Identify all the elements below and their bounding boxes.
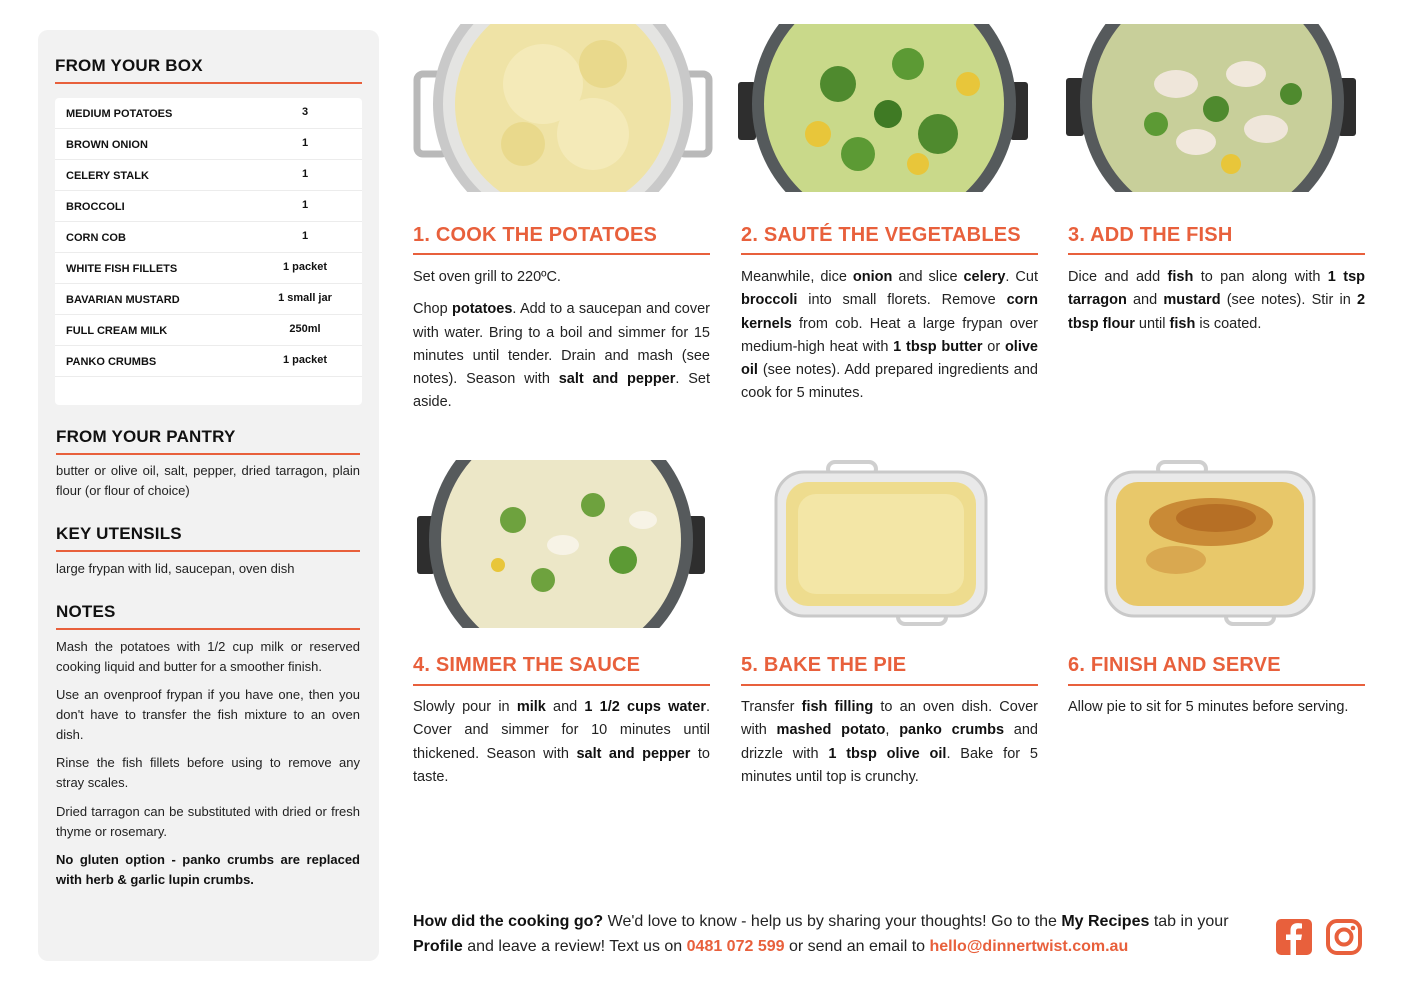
step-1-title: 1. COOK THE POTATOES	[413, 224, 658, 246]
note-3: Rinse the fish fillets before using to remove any stray scales.	[56, 755, 360, 790]
step-6-title: 6. FINISH AND SERVE	[1068, 654, 1281, 676]
step-1-rule	[413, 253, 710, 255]
step-2-rule	[741, 253, 1038, 255]
box-ingredient-row	[55, 284, 362, 315]
creamy-sauce-frypan-photo	[413, 460, 713, 628]
notes-heading-rule	[56, 628, 360, 630]
utensils-heading-rule	[56, 550, 360, 552]
notes-heading: NOTES	[56, 602, 116, 621]
step-2-title: 2. SAUTÉ THE VEGETABLES	[741, 224, 1021, 246]
feedback-footer: How did the cooking go? We'd love to know - help us by sharing your thoughts! Go to the My Recipes tab in your Profile and leave a review! Text us on 0481 072 599 or send an email to hello@dinnertwist.com.au	[413, 913, 1229, 955]
box-heading: FROM YOUR BOX	[55, 56, 203, 75]
facebook-icon[interactable]	[1275, 918, 1313, 956]
instruction-paragraph: Chop potatoes. Add to a saucepan and cover with water. Bring to a boil and simmer for 15 minutes until tender. Drain and mash (see notes). Season with salt and pepper. Set aside.	[413, 301, 710, 411]
note-2: Use an ovenproof frypan if you have one, then you don't have to transfer the fish mixture to an oven dish.	[56, 687, 360, 742]
instruction-paragraph: Dice and add fish to pan along with 1 tsp tarragon and mustard (see notes). Stir in 2 tbsp flour until fish is coated.	[1068, 269, 1366, 332]
step-4-text	[413, 696, 710, 798]
fish-vegetables-frypan-photo	[1066, 24, 1366, 192]
step-5-text	[741, 696, 1038, 798]
step-2-text	[741, 266, 1038, 415]
box-ingredient-row	[55, 222, 362, 253]
ingredient-name: WHITE FISH FILLETS	[66, 263, 178, 275]
box-ingredients-table	[55, 98, 362, 405]
ingredient-name: FULL CREAM MILK	[66, 325, 168, 337]
box-ingredient-row	[55, 191, 362, 222]
ingredient-quantity: 1	[301, 168, 309, 180]
step-6-text	[1068, 696, 1365, 728]
box-ingredient-row	[55, 129, 362, 160]
ingredient-quantity: 250ml	[289, 323, 321, 335]
mashed-potatoes-saucepan-photo	[413, 24, 713, 192]
note-4: Dried tarragon can be substituted with dried or fresh thyme or rosemary.	[56, 804, 360, 839]
box-ingredient-row	[55, 253, 362, 284]
email-link[interactable]: hello@dinnertwist.com.au	[929, 938, 1129, 955]
instruction-paragraph: Slowly pour in milk and 1 1/2 cups water. Cover and simmer for 10 minutes until thickened. Season with salt and pepper to taste.	[413, 699, 710, 785]
ingredient-name: MEDIUM POTATOES	[66, 108, 173, 120]
ingredient-name: BROWN ONION	[66, 139, 148, 151]
instruction-paragraph: Transfer fish filling to an oven dish. Cover with mashed potato, panko crumbs and drizzle with 1 tbsp olive oil. Bake for 5 minutes until top is crunchy.	[741, 699, 1038, 785]
ingredient-quantity: 1	[301, 230, 309, 242]
instruction-paragraph: Set oven grill to 220ºC.	[413, 269, 561, 285]
note-1: Mash the potatoes with 1/2 cup milk or reserved cooking liquid and butter for a smoother finish.	[56, 639, 360, 674]
step-3-rule	[1068, 253, 1365, 255]
ingredient-quantity: 1	[301, 137, 309, 149]
ingredient-quantity: 1 packet	[282, 261, 328, 273]
pantry-heading-rule	[56, 453, 360, 455]
baked-pie-photo	[1066, 460, 1366, 628]
box-ingredient-row	[55, 315, 362, 346]
step-6-rule	[1068, 684, 1365, 686]
pie-oven-dish-photo	[738, 460, 1038, 628]
instruction-paragraph: Allow pie to sit for 5 minutes before serving.	[1068, 699, 1349, 715]
step-3-title: 3. ADD THE FISH	[1068, 224, 1233, 246]
step-5-rule	[741, 684, 1038, 686]
phone-link[interactable]: 0481 072 599	[686, 938, 785, 955]
step-4-title: 4. SIMMER THE SAUCE	[413, 654, 641, 676]
ingredient-name: PANKO CRUMBS	[66, 356, 157, 368]
ingredient-quantity: 1 packet	[282, 354, 328, 366]
note-gluten-free: No gluten option - panko crumbs are replaced with herb & garlic lupin crumbs.	[56, 852, 360, 887]
pantry-heading: FROM YOUR PANTRY	[56, 427, 236, 446]
vegetables-frypan-photo	[738, 24, 1038, 192]
box-ingredient-row	[55, 98, 362, 129]
utensils-text: large frypan with lid, saucepan, oven dish	[56, 561, 295, 576]
ingredient-quantity: 3	[301, 106, 309, 118]
instruction-paragraph: Meanwhile, dice onion and slice celery. Cut broccoli into small florets. Remove corn kernels from cob. Heat a large frypan over medium-high heat with 1 tbsp butter or olive oil (see notes). Add prepared ingredients and cook for 5 minutes.	[741, 269, 1038, 402]
ingredient-name: CORN COB	[66, 232, 126, 244]
ingredient-quantity: 1 small jar	[278, 292, 332, 304]
step-3-text	[1068, 266, 1365, 345]
utensils-heading: KEY UTENSILS	[56, 524, 182, 543]
ingredient-name: BROCCOLI	[66, 201, 125, 213]
ingredient-name: CELERY STALK	[66, 170, 149, 182]
step-1-text	[413, 266, 710, 424]
box-ingredient-row	[55, 346, 362, 377]
ingredient-quantity: 1	[301, 199, 309, 211]
pantry-text: butter or olive oil, salt, pepper, dried tarragon, plain flour (or flour of choice)	[56, 463, 360, 498]
box-heading-rule	[55, 82, 362, 84]
instagram-icon[interactable]	[1325, 918, 1363, 956]
box-ingredient-row	[55, 160, 362, 191]
ingredients-sidebar	[38, 30, 379, 961]
step-4-rule	[413, 684, 710, 686]
step-5-title: 5. BAKE THE PIE	[741, 654, 907, 676]
ingredient-name: BAVARIAN MUSTARD	[66, 294, 180, 306]
